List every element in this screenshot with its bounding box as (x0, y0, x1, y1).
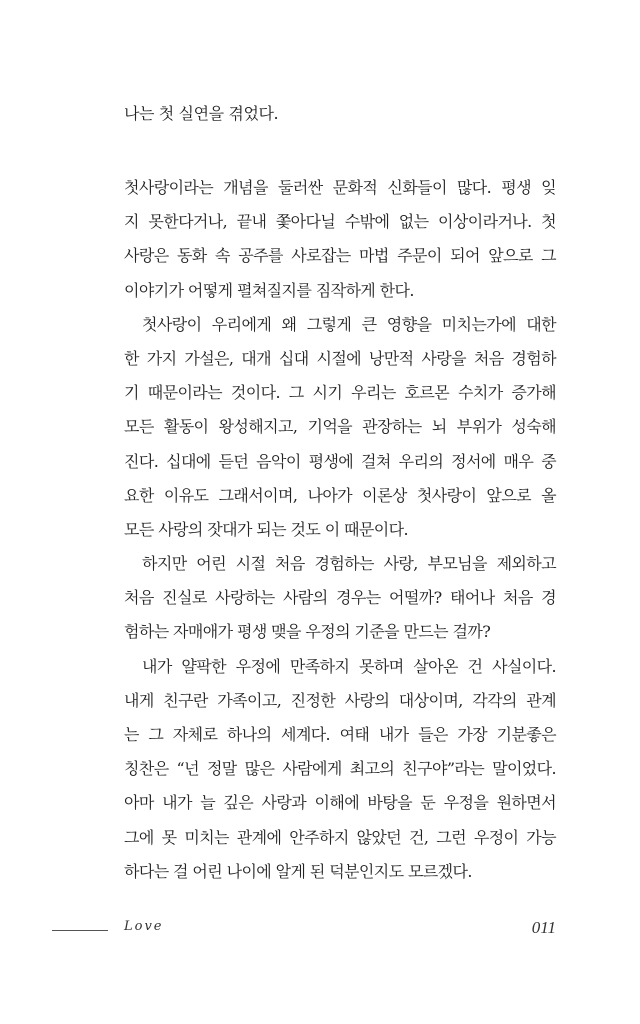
text-line: 아마 내가 늘 깊은 사랑과 이해에 바탕을 둔 우정을 원하면서 (124, 793, 556, 813)
text-line: 하다는 걸 어린 나이에 알게 된 덕분인지도 모르겠다. (124, 861, 472, 881)
text-line: 한 가지 가설은, 대개 십대 시절에 낭만적 사랑을 처음 경험하 (124, 348, 556, 368)
footer-rule (52, 930, 108, 931)
text-line: 처음 진실로 사랑하는 사람의 경우는 어떨까? 태어나 처음 경 (124, 588, 556, 608)
text-line: 기 때문이라는 것이다. 그 시기 우리는 호르몬 수치가 증가해 (124, 383, 556, 403)
page-number: 011 (531, 918, 556, 937)
text-line: 첫사랑이 우리에게 왜 그렇게 큰 영향을 미치는가에 대한 (142, 314, 556, 334)
text-line: 내가 얄팍한 우정에 만족하지 못하며 살아온 건 사실이다. (142, 656, 556, 676)
text-line: 험하는 자매애가 평생 맺을 우정의 기준을 만드는 걸까? (124, 622, 491, 642)
text-line: 지 못한다거나, 끝내 쫓아다닐 수밖에 없는 이상이라거나. 첫 (124, 212, 556, 232)
text-line: 는 그 자체로 하나의 세계다. 여태 내가 들은 가장 기분좋은 (124, 725, 556, 744)
text-line: 칭찬은 “넌 정말 많은 사람에게 최고의 친구야”라는 말이었다. (124, 759, 556, 779)
text-line: 하지만 어린 시절 처음 경험하는 사랑, 부모님을 제외하고 (142, 554, 556, 574)
text-line: 그에 못 미치는 관계에 안주하지 않았던 건, 그런 우정이 가능 (124, 827, 556, 847)
body-text (124, 171, 556, 889)
text-line: 사랑은 동화 속 공주를 사로잡는 마법 주문이 되어 앞으로 그 (124, 246, 556, 266)
text-line: 요한 이유도 그래서이며, 나아가 이론상 첫사랑이 앞으로 올 (124, 485, 556, 505)
text-line: 내게 친구란 가족이고, 진정한 사랑의 대상이며, 각각의 관계 (124, 690, 556, 710)
lead-sentence: 나는 첫 실연을 겪었다. (124, 104, 279, 123)
text-line: 진다. 십대에 듣던 음악이 평생에 걸쳐 우리의 정서에 매우 중 (124, 451, 556, 471)
text-line: 모든 활동이 왕성해지고, 기억을 관장하는 뇌 부위가 성숙해 (124, 417, 556, 437)
running-title: Love (124, 919, 164, 934)
text-line: 첫사랑이라는 개념을 둘러싼 문화적 신화들이 많다. 평생 잊 (124, 178, 556, 197)
text-line: 이야기가 어떻게 펼쳐질지를 짐작하게 한다. (124, 280, 414, 300)
text-line: 모든 사랑의 잣대가 되는 것도 이 때문이다. (124, 519, 408, 539)
page-footer (52, 918, 556, 942)
